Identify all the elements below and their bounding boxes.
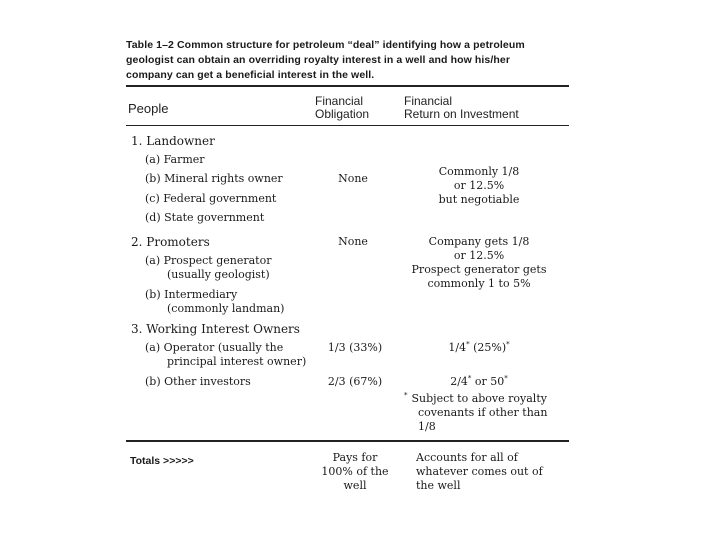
totals-label: Totals >>>>> (130, 455, 194, 467)
promoter-prospect-generator: (a) Prospect generator (usually geologist) (145, 254, 272, 281)
landowner-item-federal: (c) Federal government (145, 192, 277, 205)
header-return: Financial Return on Investment (404, 94, 519, 121)
totals-rule (126, 440, 569, 442)
promoters-heading: 2. Promoters (131, 235, 210, 249)
other-return: 2/4* or 50* (450, 374, 508, 388)
promoters-return: Company gets 1/8 or 12.5% Prospect generator gets commonly 1 to 5% (411, 235, 547, 290)
footnote: * Subject to above royalty covenants if other than 1/8 (404, 391, 548, 433)
working-operator: (a) Operator (usually the principal interest owner) (145, 341, 307, 368)
working-other-investors: (b) Other investors (145, 375, 251, 388)
header-people: People (128, 101, 169, 116)
operator-return: 1/4* (25%)* (448, 340, 510, 354)
landowner-item-mineral: (b) Mineral rights owner (145, 172, 283, 185)
landowner-obligation: None (338, 172, 368, 185)
landowner-item-state: (d) State government (145, 211, 265, 224)
landowner-heading: 1. Landowner (131, 134, 215, 148)
operator-obligation: 1/3 (33%) (327, 341, 383, 354)
table-title: Table 1–2 Common structure for petroleum “deal” identifying how a petroleum geologist can obtain an overriding royalty interest in a well and how his/her company can get a beneficial interest in the well. (126, 39, 525, 81)
totals-return: Accounts for all of whatever comes out of the well (416, 451, 543, 492)
footnote-marker: * (404, 391, 408, 400)
landowner-item-farmer: (a) Farmer (145, 153, 205, 166)
landowner-return: Commonly 1/8 or 12.5% but negotiable (438, 165, 520, 206)
other-obligation: 2/3 (67%) (327, 375, 383, 388)
working-heading: 3. Working Interest Owners (131, 322, 300, 336)
totals-obligation: Pays for 100% of the well (321, 451, 389, 492)
top-rule (126, 85, 569, 87)
header-rule (126, 125, 569, 126)
header-obligation: Financial Obligation (315, 94, 370, 121)
promoter-intermediary: (b) Intermediary (commonly landman) (145, 288, 285, 315)
promoters-obligation: None (338, 235, 368, 248)
